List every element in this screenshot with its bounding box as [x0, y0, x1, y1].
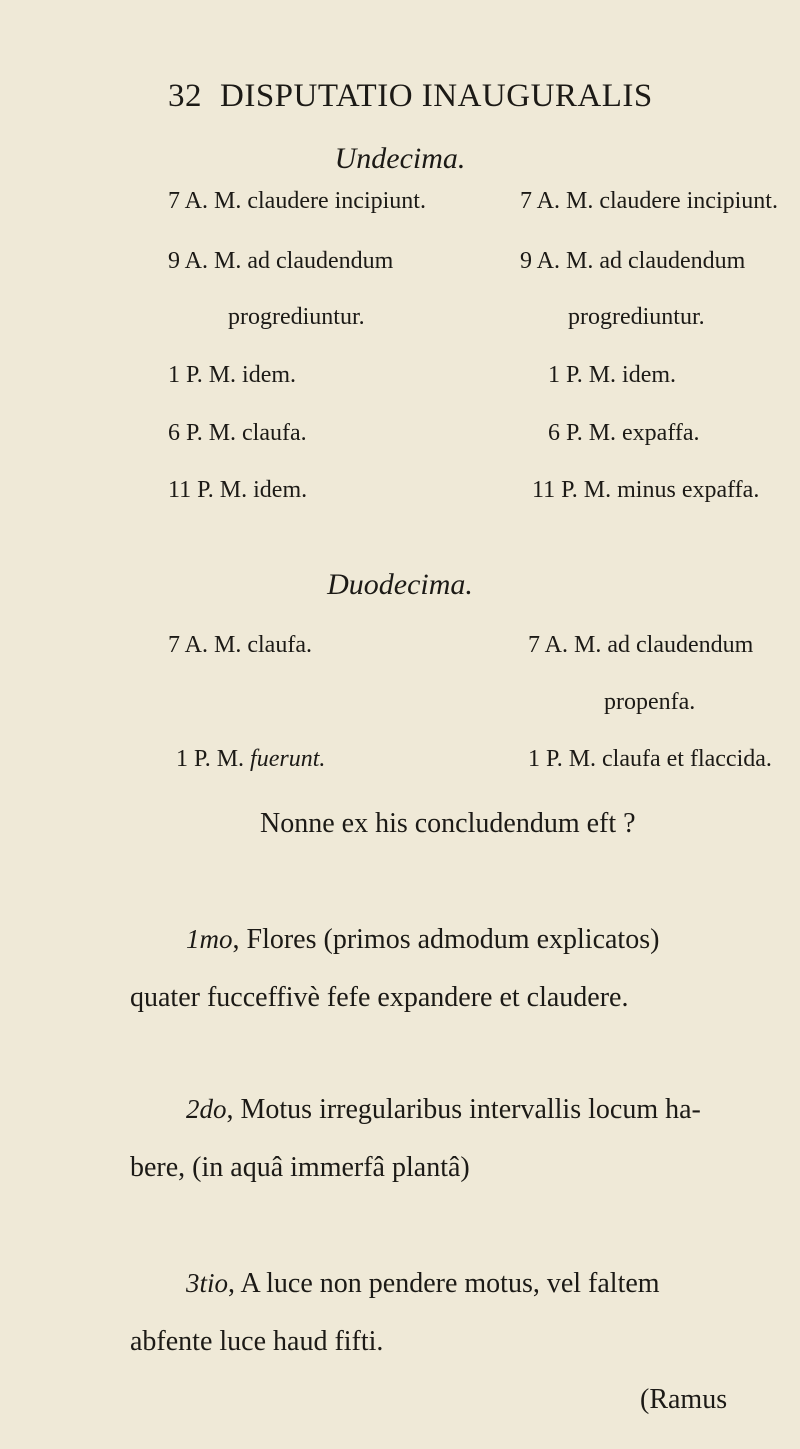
conclusion-1-line-1: 1mo, Flores (primos admodum explicatos): [186, 924, 660, 955]
left-entry-text: fuerunt.: [250, 746, 326, 772]
right-entry: 7 A. M. claudere incipiunt.: [520, 188, 778, 214]
left-entry: 6 P. M. claufa.: [168, 420, 307, 446]
left-entry: 9 A. M. ad claudendum: [168, 248, 394, 274]
right-entry: 1 P. M. idem.: [548, 362, 677, 388]
running-header: [168, 78, 653, 115]
left-entry: 7 A. M. claudere incipiunt.: [168, 188, 426, 214]
conclusion-2-line-1: 2do, Motus irregularibus intervallis locum ha-: [186, 1094, 701, 1125]
conclusion-3-line-1: 3tio, A luce non pendere motus, vel faltem: [186, 1268, 660, 1299]
conclusion-1-line-2: quater fucceffivè fefe expandere et claudere.: [130, 982, 629, 1013]
running-title: DISPUTATIO INAUGURALIS: [220, 78, 653, 114]
right-entry: 6 P. M. expaffa.: [548, 420, 700, 446]
conclusion-2-line-2: bere, (in aquâ immerfâ plantâ): [130, 1152, 470, 1183]
page-number: 32: [168, 78, 202, 114]
right-entry: 9 A. M. ad claudendum: [520, 248, 746, 274]
left-entry: 1 P. M. idem.: [168, 362, 297, 388]
left-entry: 7 A. M. claufa.: [168, 632, 312, 658]
right-entry: 1 P. M. claufa et flaccida.: [528, 746, 772, 772]
left-entry-time: 1 P. M.: [176, 746, 245, 772]
left-entry: progrediuntur.: [228, 304, 365, 330]
right-entry: 7 A. M. ad claudendum: [528, 632, 754, 658]
right-entry: progrediuntur.: [568, 304, 705, 330]
left-entry: [176, 746, 325, 773]
left-entry: 11 P. M. idem.: [168, 477, 308, 503]
catchword: (Ramus: [640, 1384, 728, 1415]
question-line: Nonne ex his concludendum eft ?: [260, 808, 636, 839]
conclusion-3-line-2: abfente luce haud fifti.: [130, 1326, 384, 1357]
right-entry: 11 P. M. minus expaffa.: [532, 477, 760, 503]
section-title-undecima: Undecima.: [334, 142, 466, 175]
section-title-duodecima: Duodecima.: [327, 568, 473, 601]
right-entry: propenfa.: [604, 689, 696, 715]
